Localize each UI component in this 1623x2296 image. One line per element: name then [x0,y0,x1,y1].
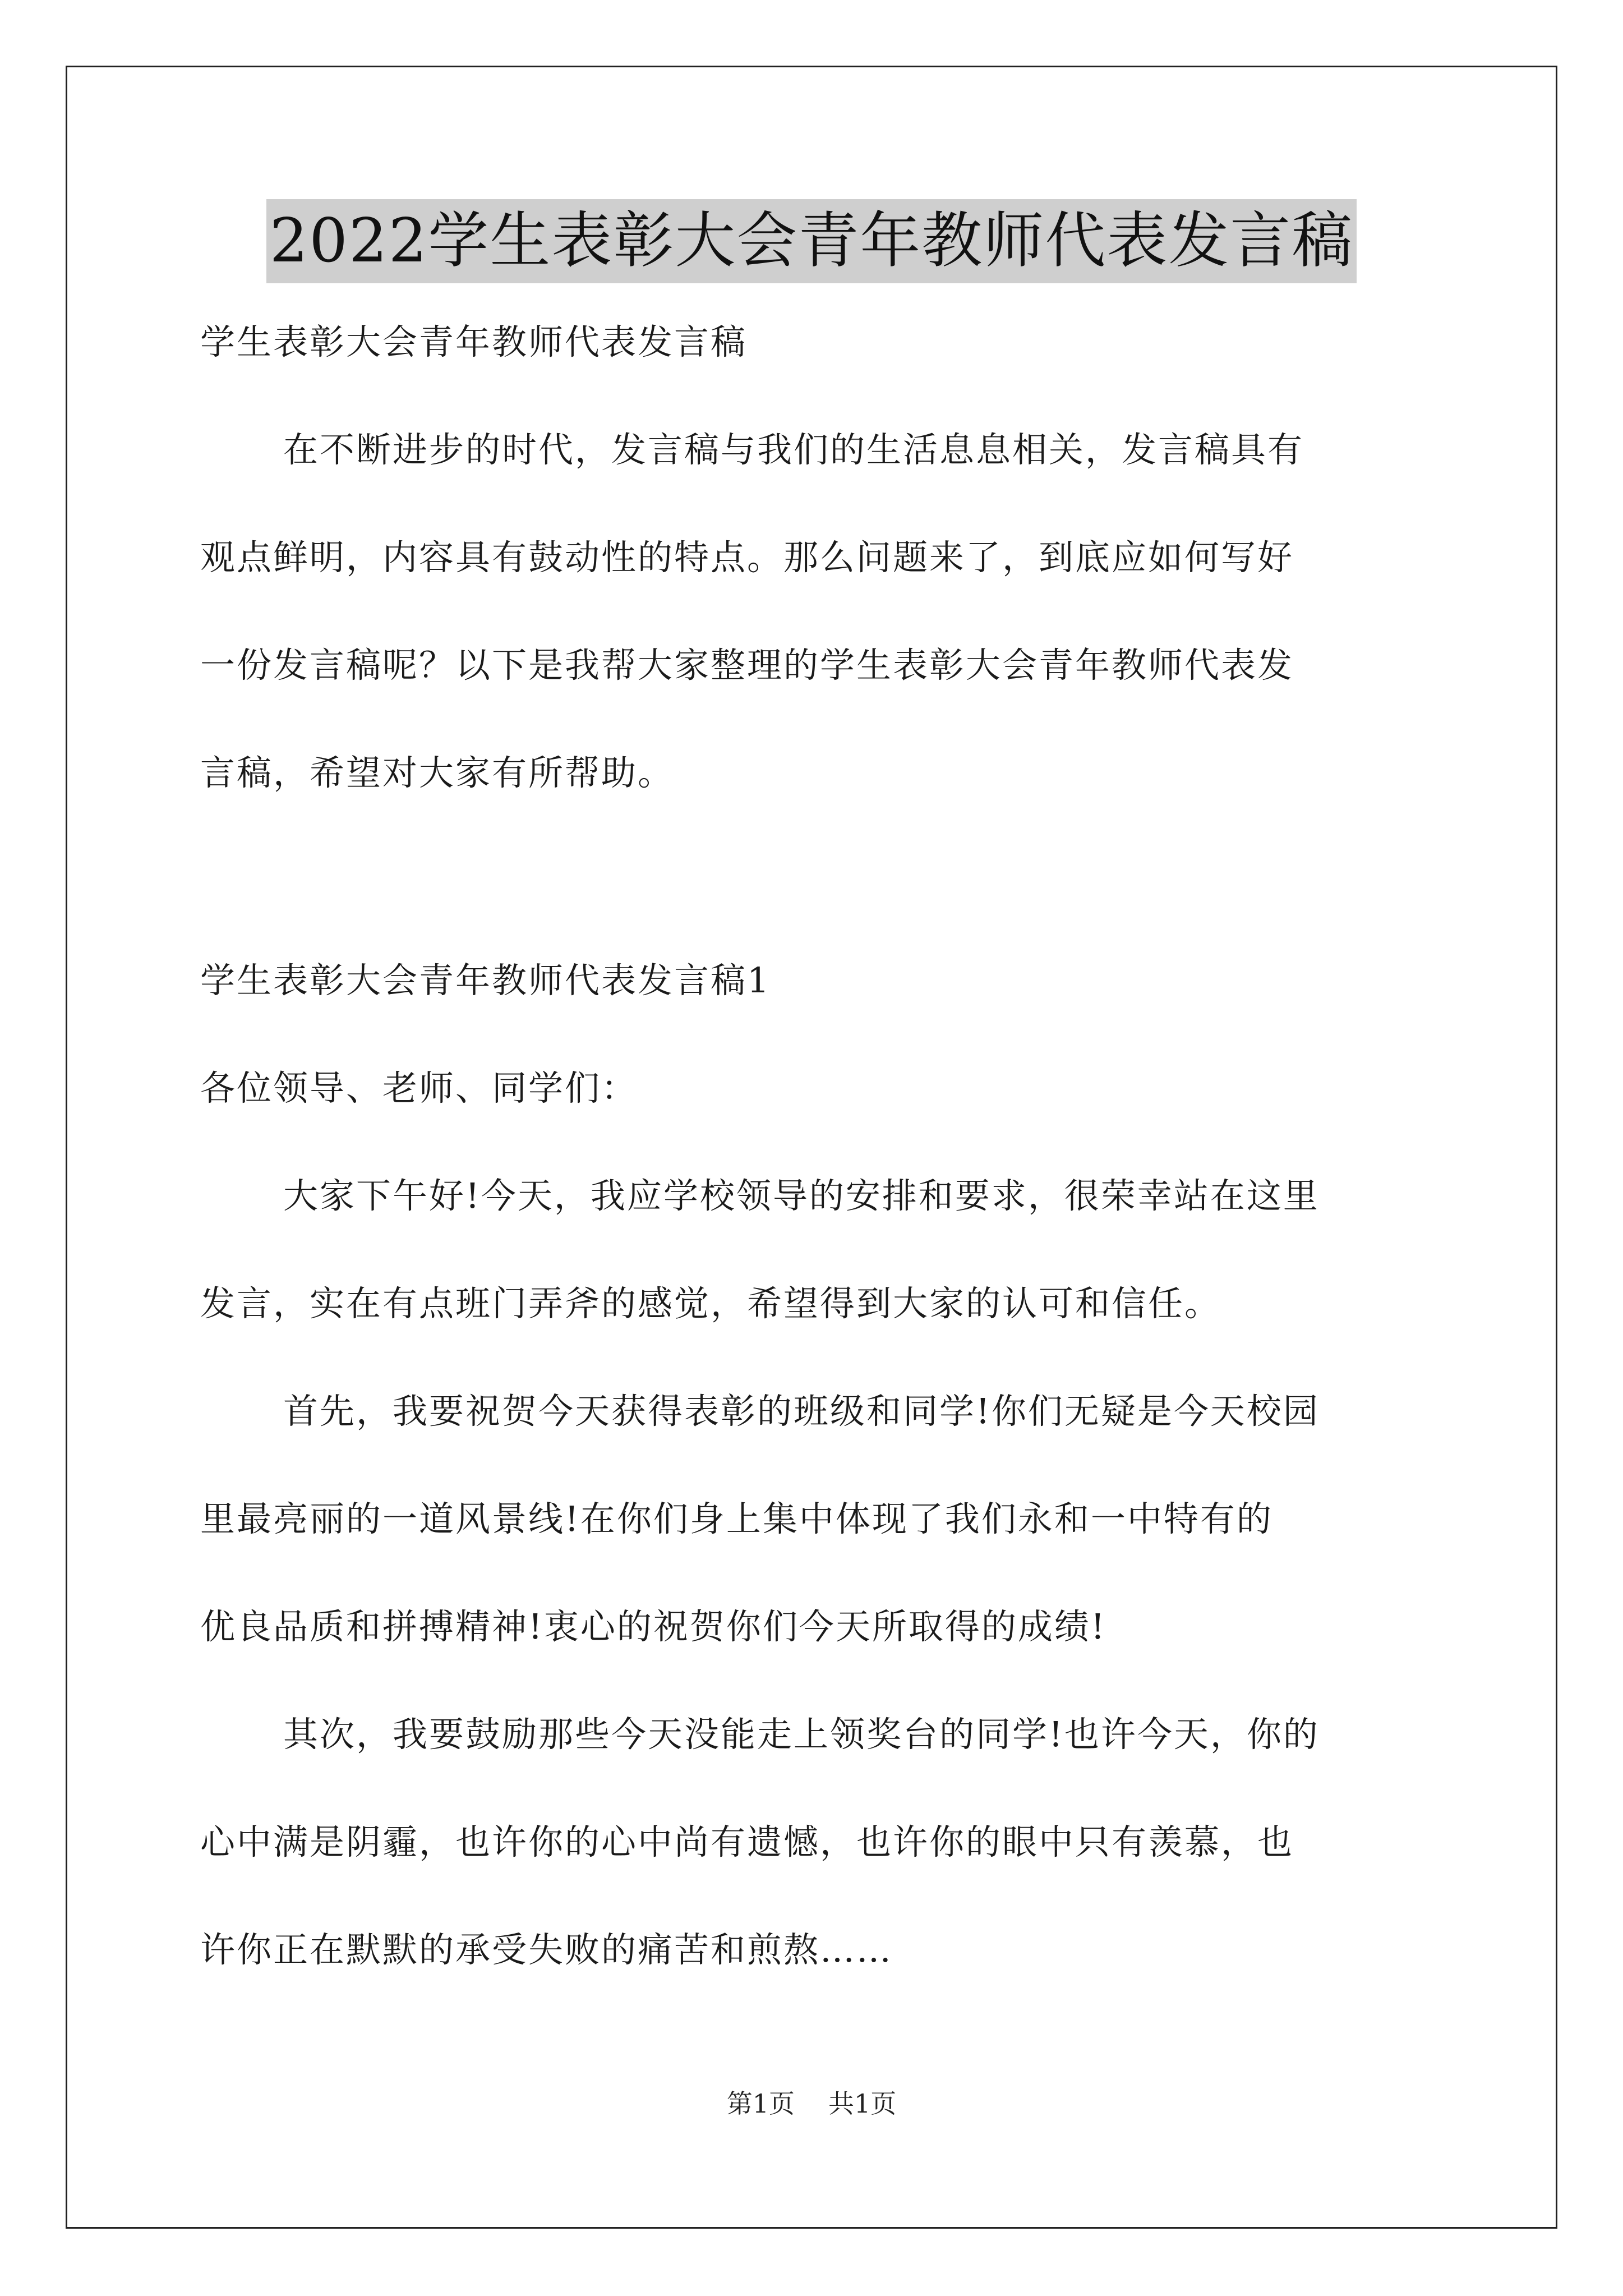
paragraph-line: 优良品质和拼搏精神!衷心的祝贺你们今天所取得的成绩! [200,1606,1106,1647]
document-body [200,314,1423,2030]
page-footer [0,2087,1623,2120]
paragraph-line: 言稿，希望对大家有所帮助。 [200,752,675,793]
salutation-line: 各位领导、老师、同学们： [200,1068,638,1108]
paragraph-line: 心中满是阴霾，也许你的心中尚有遗憾，也许你的眼中只有羡慕，也 [200,1821,1294,1862]
paragraph-line: 其次，我要鼓励那些今天没能走上领奖台的同学!也许今天，你的 [283,1714,1320,1755]
page-number-total: 共1页 [828,2088,897,2119]
paragraph-line: 发言，实在有点班门弄斧的感觉，希望得到大家的认可和信任。 [200,1283,1221,1324]
section-heading: 学生表彰大会青年教师代表发言稿1 [200,960,771,1001]
document-title: 2022学生表彰大会青年教师代表发言稿 [266,199,1357,283]
paragraph-line: 里最亮丽的一道风景线!在你们身上集中体现了我们永和一中特有的 [200,1498,1273,1539]
subtitle-line: 学生表彰大会青年教师代表发言稿 [200,321,748,362]
paragraph-line: 一份发言稿呢？以下是我帮大家整理的学生表彰大会青年教师代表发 [200,645,1294,685]
paragraph-line: 首先，我要祝贺今天获得表彰的班级和同学!你们无疑是今天校园 [283,1391,1320,1432]
paragraph-line: 许你正在默默的承受失败的痛苦和煎熬…… [200,1929,893,1970]
paragraph-line: 在不断进步的时代，发言稿与我们的生活息息相关，发言稿具有 [283,429,1304,470]
paragraph-line: 观点鲜明，内容具有鼓动性的特点。那么问题来了，到底应如何写好 [200,537,1294,578]
page-number-current: 第1页 [726,2088,795,2119]
title-container [0,199,1623,283]
paragraph-line: 大家下午好!今天，我应学校领导的安排和要求，很荣幸站在这里 [283,1175,1320,1216]
